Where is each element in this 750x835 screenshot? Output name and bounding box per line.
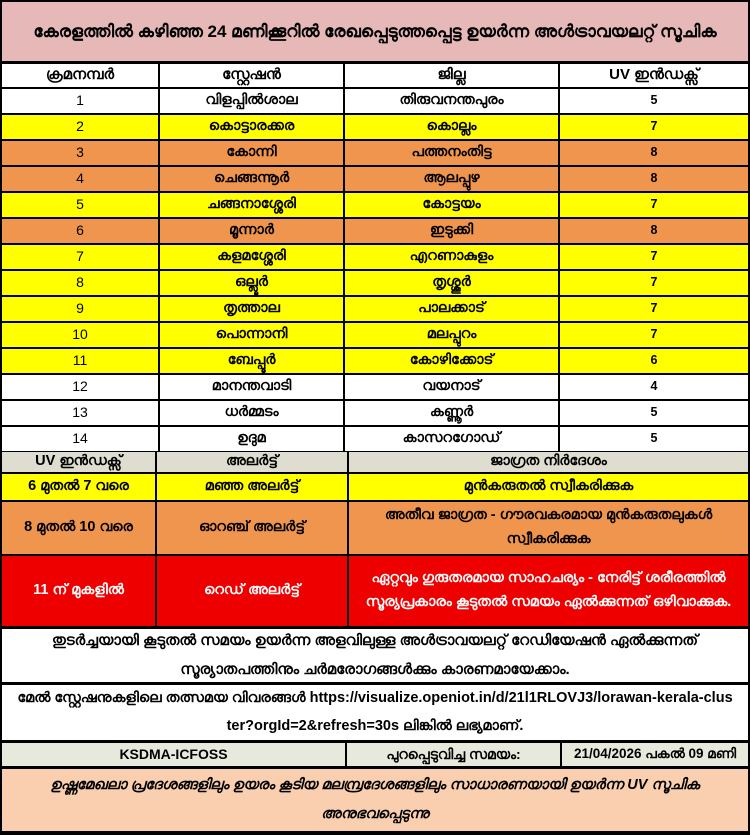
district-name: കോഴിക്കോട് <box>345 349 560 373</box>
serial-number: 3 <box>2 141 160 165</box>
district-name: കണ്ണൂർ <box>345 401 560 425</box>
table-row <box>2 297 748 323</box>
uv-table-body <box>2 89 748 452</box>
live-data-note <box>2 685 748 743</box>
link-prefix: മേൽ സ്റ്റേഷനുകളിലെ തത്സമയ വിവരങ്ങൾ <box>17 690 306 707</box>
serial-number: 8 <box>2 271 160 295</box>
station-name: മൂന്നാർ <box>160 219 345 243</box>
uv-index-value: 7 <box>650 275 658 290</box>
district-name: കോട്ടയം <box>345 193 560 217</box>
serial-number: 14 <box>2 427 160 451</box>
table-row <box>2 141 748 167</box>
station-name: കോന്നി <box>160 141 345 165</box>
station-name: കളമശ്ശേരി <box>160 245 345 269</box>
uv-index-value: 7 <box>650 327 658 342</box>
uv-range: 11 ന് മുകളിൽ <box>2 556 157 626</box>
table-row <box>2 349 748 375</box>
health-warning-note: തുടർച്ചയായി കൂടുതൽ സമയം ഉയർന്ന അളവിലുള്ള അൾട്രാവയലറ്റ് റേഡിയേഷൻ ഏൽക്കുന്നത് സൂര്യാതപത്തിനും ചർമരോഗങ്ങൾക്കും കാരണമായേക്കാം. <box>2 629 748 685</box>
uv-index-value: 8 <box>650 145 658 160</box>
column-header-uv-index: UV ഇൻഡക്സ് <box>609 66 699 84</box>
column-header-serial: ക്രമനമ്പർ <box>2 64 160 87</box>
uv-index-value: 4 <box>650 379 658 394</box>
alert-advice: ഏറ്റവും ഗുരുതരമായ സാഹചര്യം - നേരിട്ട് ശരീരത്തിൽ സൂര്യപ്രകാരം കൂടുതൽ സമയം ഏൽക്കുന്നത് ഒഴിവാക്കുക. <box>365 570 732 610</box>
serial-number: 1 <box>2 89 160 113</box>
page-title: കേരളത്തിൽ കഴിഞ്ഞ 24 മണിക്കൂറിൽ രേഖപ്പെടുത്തപ്പെട്ട ഉയർന്ന അൾട്രാവയലറ്റ് സൂചിക <box>2 2 748 64</box>
alert-name: ഓറഞ്ച് അലർട്ട് <box>157 502 349 554</box>
table-header-row <box>2 64 748 89</box>
station-name: ധർമ്മടം <box>160 401 345 425</box>
alert-name: മഞ്ഞ അലർട്ട് <box>157 474 349 500</box>
legend-header-advice: ജാഗ്രത നിർദേശം <box>490 453 607 470</box>
uv-index-value: 7 <box>650 301 658 316</box>
serial-number: 10 <box>2 323 160 347</box>
district-name: പാലക്കാട് <box>345 297 560 321</box>
serial-number: 5 <box>2 193 160 217</box>
serial-number: 13 <box>2 401 160 425</box>
district-name: കൊല്ലം <box>345 115 560 139</box>
table-row <box>2 271 748 297</box>
legend-body <box>2 474 748 629</box>
table-row <box>2 89 748 115</box>
uv-range: 8 മുതൽ 10 വരെ <box>2 502 157 554</box>
table-row <box>2 427 748 451</box>
station-name: ചങ്ങനാശ്ശേരി <box>160 193 345 217</box>
district-name: ഇടുക്കി <box>345 219 560 243</box>
district-name: കാസറഗോഡ് <box>345 427 560 451</box>
table-row <box>2 375 748 401</box>
legend-row <box>2 556 748 629</box>
alert-name: റെഡ് അലർട്ട് <box>157 556 349 626</box>
link-suffix: ലിങ്കിൽ ലഭ്യമാണ്. <box>403 718 524 735</box>
general-info-note: ഉഷ്ണമേഖലാ പ്രദേശങ്ങളിലും ഉയരം കൂടിയ മലമ്പ്രദേശങ്ങളിലും സാധാരണയായി ഉയർന്ന UV സൂചിക അനുഭവപ്പെടുന്നു <box>2 769 748 833</box>
uv-index-value: 5 <box>650 93 658 108</box>
alert-advice: അതീവ ജാഗ്രത - ഗൗരവകരമായ മുൻകരുതലുകൾ സ്വീകരിക്കുക <box>384 507 713 548</box>
table-row <box>2 323 748 349</box>
table-row <box>2 115 748 141</box>
serial-number: 6 <box>2 219 160 243</box>
station-name: തൃത്താല <box>160 297 345 321</box>
live-data-text <box>16 684 734 741</box>
serial-number: 7 <box>2 245 160 269</box>
alert-advice: മുൻകരുതൽ സ്വീകരിക്കുക <box>463 478 634 495</box>
uv-index-value: 7 <box>650 119 658 134</box>
table-row <box>2 245 748 271</box>
uv-index-value: 5 <box>650 431 658 446</box>
serial-number: 9 <box>2 297 160 321</box>
station-name: വിളപ്പിൽശാല <box>160 89 345 113</box>
station-name: ബേപ്പൂർ <box>160 349 345 373</box>
district-name: തിരുവനന്തപുരം <box>345 89 560 113</box>
table-row <box>2 401 748 427</box>
station-name: മാനന്തവാടി <box>160 375 345 399</box>
column-header-station: സ്റ്റേഷൻ <box>160 64 345 87</box>
table-row <box>2 167 748 193</box>
serial-number: 12 <box>2 375 160 399</box>
legend-header-uv-index: UV ഇൻഡക്സ് <box>2 452 157 472</box>
station-name: പൊന്നാനി <box>160 323 345 347</box>
district-name: എറണാകുളം <box>345 245 560 269</box>
legend-row <box>2 502 748 556</box>
uv-index-value: 6 <box>650 353 658 368</box>
district-name: തൃശ്ശൂർ <box>345 271 560 295</box>
issued-time-label: പുറപ്പെടുവിച്ച സമയം: <box>347 743 562 766</box>
district-name: ആലപ്പുഴ <box>345 167 560 191</box>
table-row <box>2 219 748 245</box>
serial-number: 4 <box>2 167 160 191</box>
district-name: വയനാട് <box>345 375 560 399</box>
uv-index-value: 5 <box>650 405 658 420</box>
issued-time-value: 21/04/2026 പകൽ 09 മണി <box>573 746 737 762</box>
legend-row <box>2 474 748 502</box>
uv-index-value: 8 <box>650 223 658 238</box>
district-name: പത്തനംതിട്ട <box>345 141 560 165</box>
legend-header-row <box>2 452 748 474</box>
table-row <box>2 193 748 219</box>
issuing-organization: KSDMA-ICFOSS <box>2 743 347 766</box>
uv-range: 6 മുതൽ 7 വരെ <box>2 474 157 500</box>
station-name: ചെങ്ങന്നൂർ <box>160 167 345 191</box>
station-name: ഉദുമ <box>160 427 345 451</box>
column-header-district: ജില്ല <box>345 64 560 87</box>
uv-index-value: 7 <box>650 197 658 212</box>
district-name: മലപ്പുറം <box>345 323 560 347</box>
uv-index-value: 7 <box>650 249 658 264</box>
station-name: ഒല്ലൂർ <box>160 271 345 295</box>
issuer-bar <box>2 743 748 769</box>
legend-header-alert: അലർട്ട് <box>157 452 349 472</box>
uv-index-value: 8 <box>650 171 658 186</box>
station-name: കൊട്ടാരക്കര <box>160 115 345 139</box>
serial-number: 2 <box>2 115 160 139</box>
dashboard-url: https://visualize.openiot.in/d/21l1RLOVJ3/lorawan-kerala-cluster?orgId=2&refresh=30s <box>226 690 733 735</box>
serial-number: 11 <box>2 349 160 373</box>
